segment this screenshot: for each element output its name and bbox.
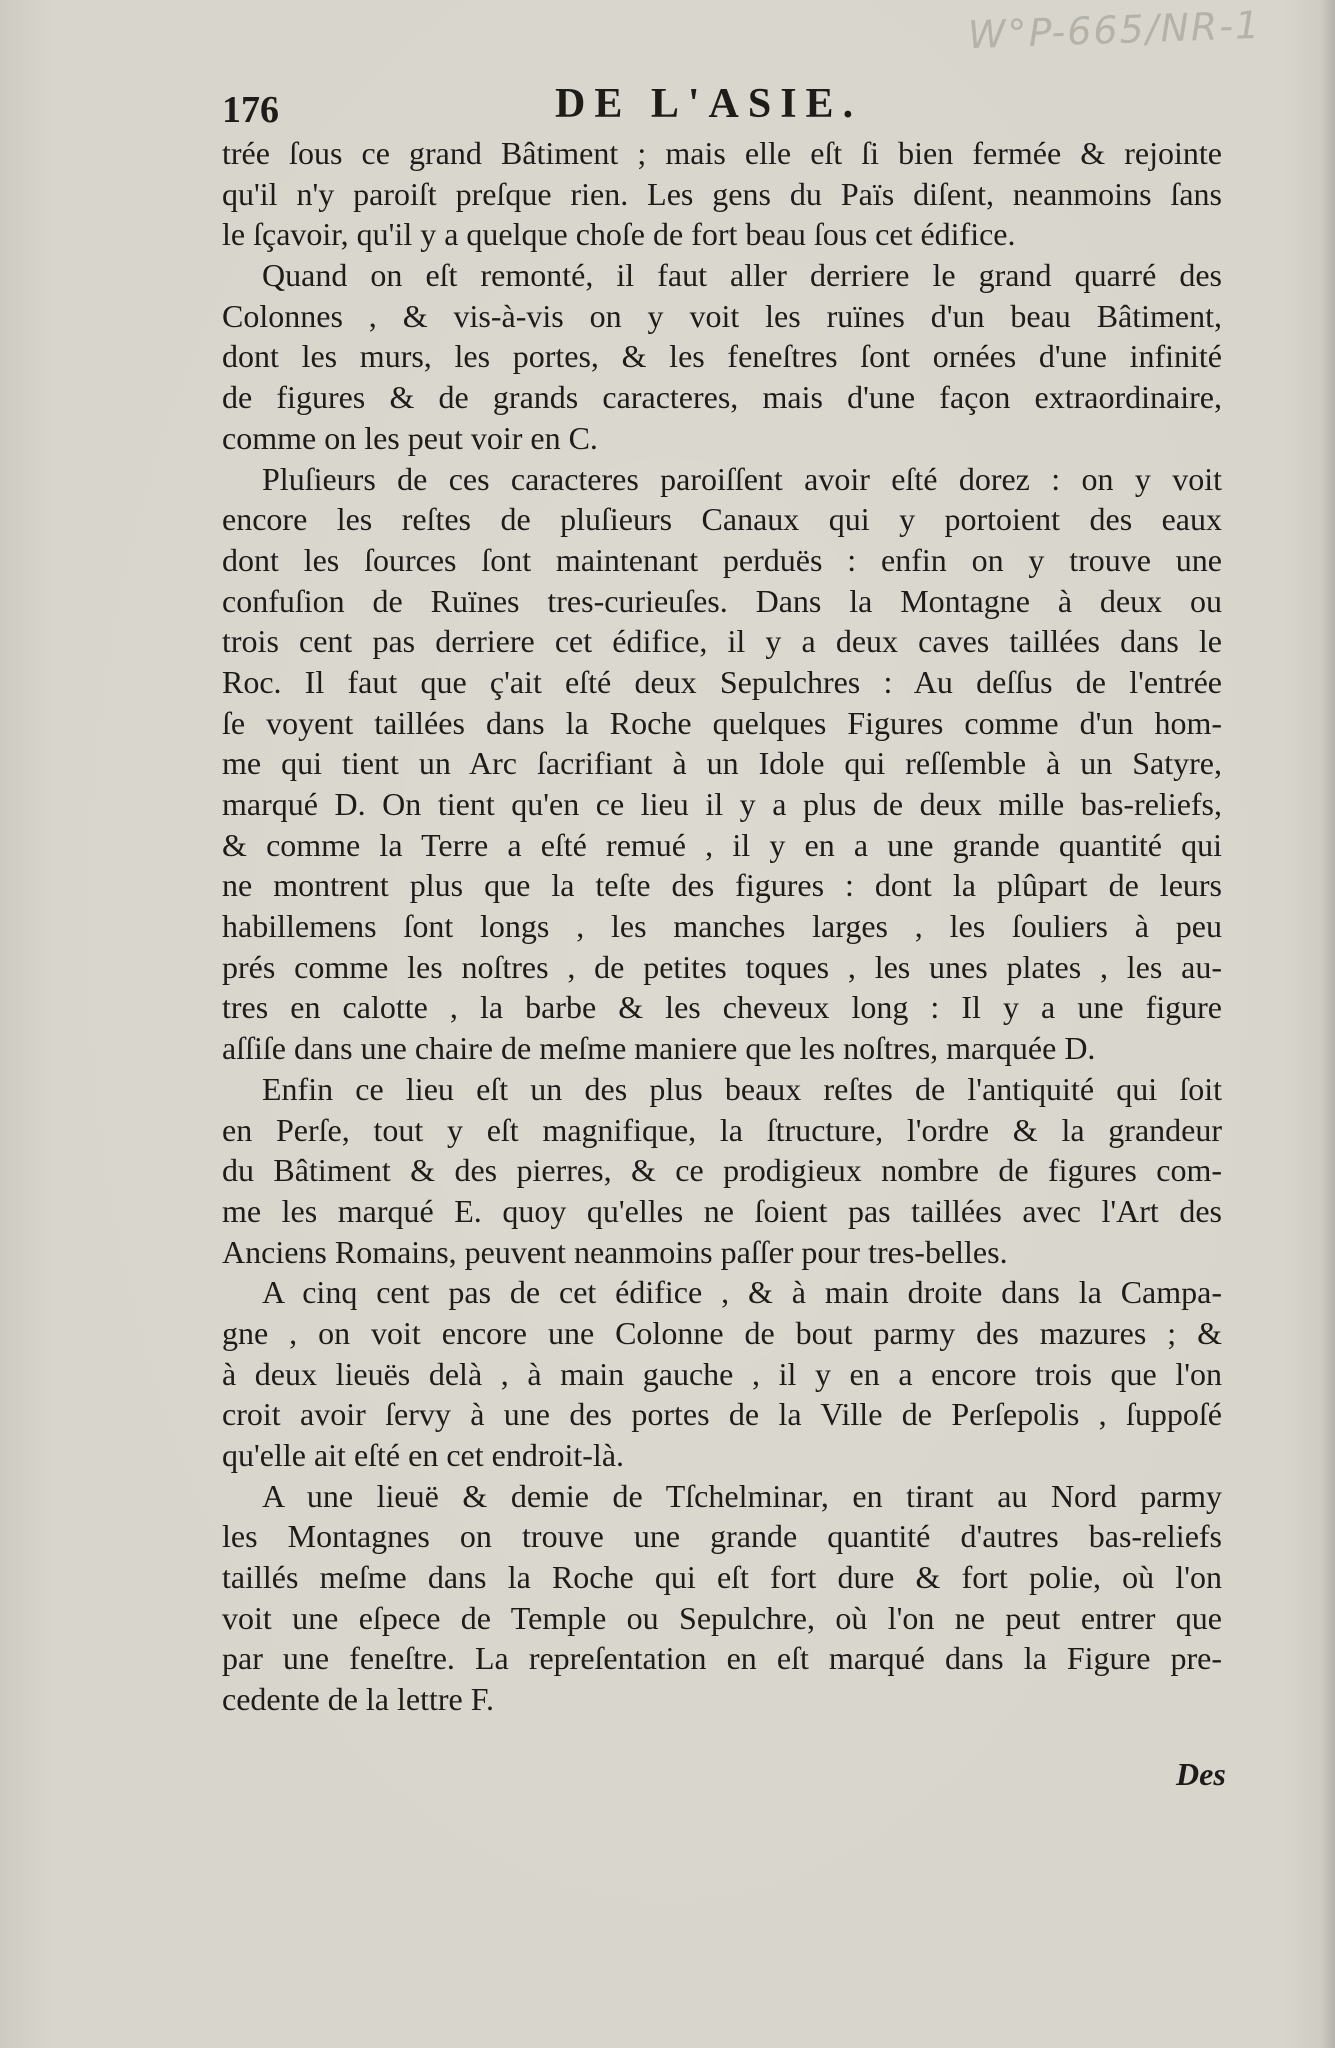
text-line: Anciens Romains, peuvent neanmoins paſſer pour tres-belles. bbox=[222, 1233, 1008, 1270]
text-line: ſe voyent taillées dans la Roche quelques Figures comme d'un hom- bbox=[222, 704, 1222, 741]
text-line: taillés meſme dans la Roche qui eſt fort dure & fort polie, où l'on bbox=[222, 1559, 1222, 1596]
text-line: me les marqué E. quoy qu'elles ne ſoient pas taillées avec l'Art des bbox=[222, 1192, 1222, 1229]
text-line: me qui tient un Arc ſacrifiant à un Idole qui reſſemble à un Satyre, bbox=[222, 745, 1222, 782]
text-line: croit avoir ſervy à une des portes de la Ville de Perſepolis , ſuppoſé bbox=[222, 1396, 1222, 1433]
page-edge-shadow bbox=[1321, 0, 1335, 2048]
text-line: Pluſieurs de ces caracteres paroiſſent avoir eſté dorez : on y voit bbox=[262, 460, 1222, 497]
text-line: comme on les peut voir en C. bbox=[222, 419, 598, 456]
text-line: habillemens ſont longs , les manches larges , les ſouliers à peu bbox=[222, 908, 1222, 945]
archive-shelfmark: W°P-665/NR-1 bbox=[967, 2, 1262, 58]
text-line: dont les ſources ſont maintenant perduës : enfin on y trouve une bbox=[222, 541, 1222, 578]
body-text bbox=[222, 133, 1222, 1720]
text-line: A cinq cent pas de cet édifice , & à main droite dans la Campa- bbox=[262, 1274, 1222, 1311]
text-line: Roc. Il faut que ç'ait eſté deux Sepulchres : Au deſſus de l'entrée bbox=[222, 663, 1222, 700]
text-line: encore les reſtes de pluſieurs Canaux qui y portoient des eaux bbox=[222, 501, 1222, 538]
running-head: DE L'ASIE. bbox=[555, 81, 863, 127]
text-line: cedente de la lettre F. bbox=[222, 1681, 494, 1718]
text-line: Quand on eſt remonté, il faut aller derriere le grand quarré des bbox=[262, 257, 1222, 294]
text-line: confuſion de Ruïnes tres-curieuſes. Dans la Montagne à deux ou bbox=[222, 582, 1222, 619]
text-line: trée ſous ce grand Bâtiment ; mais elle eſt ſi bien fermée & rejointe bbox=[222, 135, 1222, 171]
text-line: qu'elle ait eſté en cet endroit-là. bbox=[222, 1437, 625, 1473]
text-line: les Montagnes on trouve une grande quantité d'autres bas-reliefs bbox=[222, 1518, 1222, 1555]
text-line: marqué D. On tient qu'en ce lieu il y a plus de deux mille bas-reliefs, bbox=[222, 786, 1222, 822]
text-line: Colonnes , & vis-à-vis on y voit les ruïnes d'un beau Bâtiment, bbox=[222, 297, 1222, 334]
text-line: le ſçavoir, qu'il y a quelque choſe de fort beau ſous cet édifice. bbox=[222, 216, 1016, 253]
text-line: qu'il n'y paroiſt preſque rien. Les gens du Païs diſent, neanmoins ſans bbox=[222, 175, 1222, 212]
text-line: tres en calotte , la barbe & les cheveux long : Il y a une figure bbox=[222, 989, 1222, 1026]
text-line: en Perſe, tout y eſt magnifique, la ſtructure, l'ordre & la grandeur bbox=[222, 1111, 1222, 1148]
text-line: par une feneſtre. La repreſentation en eſt marqué dans la Figure pre- bbox=[222, 1640, 1222, 1677]
text-line: prés comme les noſtres , de petites toques , les unes plates , les au- bbox=[222, 948, 1222, 985]
text-line: Enfin ce lieu eſt un des plus beaux reſtes de l'antiquité qui ſoit bbox=[262, 1070, 1222, 1107]
text-line: trois cent pas derriere cet édifice, il y a deux caves taillées dans le bbox=[222, 623, 1222, 660]
text-line: aſſiſe dans une chaire de meſme maniere que les noſtres, marquée D. bbox=[222, 1030, 1096, 1067]
page-number: 176 bbox=[222, 89, 279, 131]
text-line: à deux lieuës delà , à main gauche , il y en a encore trois que l'on bbox=[222, 1355, 1222, 1392]
text-line: de figures & de grands caracteres, mais d'une façon extraordinaire, bbox=[222, 379, 1222, 416]
text-line: du Bâtiment & des pierres, & ce prodigieux nombre de figures com- bbox=[222, 1152, 1222, 1189]
text-line: A une lieuë & demie de Tſchelminar, en tirant au Nord parmy bbox=[262, 1477, 1222, 1514]
text-line: voit une eſpece de Temple ou Sepulchre, où l'on ne peut entrer que bbox=[222, 1599, 1222, 1636]
text-line: ne montrent plus que la teſte des figures : dont la plûpart de leurs bbox=[222, 867, 1222, 904]
text-line: gne , on voit encore une Colonne de bout parmy des mazures ; & bbox=[222, 1314, 1222, 1351]
catchword: Des bbox=[1176, 1756, 1226, 1792]
text-line: dont les murs, les portes, & les feneſtres ſont ornées d'une infinité bbox=[222, 338, 1222, 375]
text-line: & comme la Terre a eſté remué , il y en a une grande quantité qui bbox=[222, 826, 1222, 863]
